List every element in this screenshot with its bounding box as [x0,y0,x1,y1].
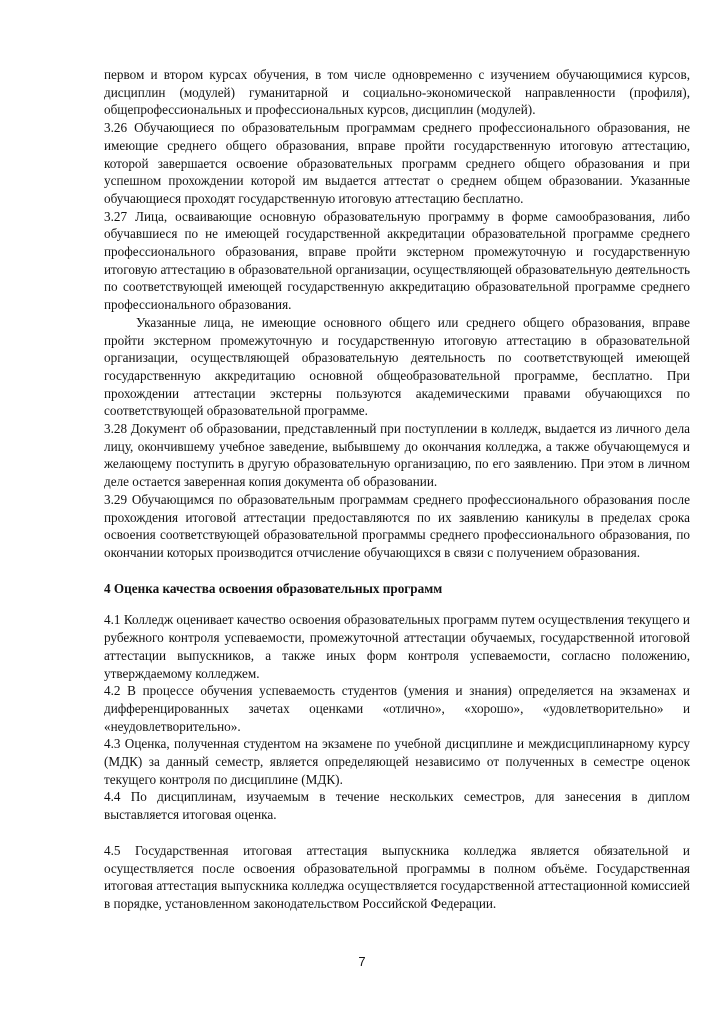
paragraph-continuation: первом и втором курсах обучения, в том числе одновременно с изучением обучающимися курсов, дисциплин (модулей) гуманитарной и социально-экономической направленности (профиля), общепрофессиональных и профессиональных курсов, дисциплин (модулей). [104,67,690,118]
paragraph-4-4: 4.4 По дисциплинам, изучаемым в течение нескольких семестров, для занесения в диплом выставляется итоговая оценка. [104,789,690,823]
spacer [104,562,690,580]
spacer [104,597,690,611]
section-heading: 4 Оценка качества освоения образовательных программ [104,580,443,596]
paragraph-3-26: 3.26 Обучающиеся по образовательным программам среднего профессионального образования, не имеющие среднего общего образования, вправе пройти государственную итоговую аттестацию, которой завершается освоение образовательных программ среднего общего образования и при успешном прохождении которой им выдается аттестат о среднем общем образовании. Указанные обучающиеся проходят государственную итоговую аттестацию бесплатно. [104,120,690,206]
page-number: 7 [358,954,366,969]
document-page [104,66,690,913]
paragraph-4-1: 4.1 Колледж оценивает качество освоения образовательных программ путем осуществления текущего и рубежного контроля успеваемости, промежуточной аттестации обучаемых, государственной итоговой аттестации выпускников, а также иных форм контроля успеваемости, согласно положению, утверждаемому колледжем. [104,612,690,681]
spacer [104,824,690,842]
paragraph-3-27: 3.27 Лица, осваивающие основную образовательную программу в форме самообразования, либо обучавшиеся по не имеющей государственной аккредитации образовательной программе среднего профессионального образования, вправе пройти экстерном промежуточную и государственную итоговую аттестацию в образовательной организации, осуществляющей образовательную деятельность по соответствующей имеющей государственную аккредитацию образовательной программе среднего профессионального образования. [104,208,690,313]
paragraph-4-2: 4.2 В процессе обучения успеваемость студентов (умения и знания) определяется на экзаменах и дифференцированных зачетах оценками «отлично», «хорошо», «удовлетворительно» и «неудовлетворительно». [104,683,690,734]
paragraph-4-3: 4.3 Оценка, полученная студентом на экзамене по учебной дисциплине и междисциплинарному курсу (МДК) за данный семестр, является определяющей независимо от полученных в семестре оценок текущего контроля по дисциплине (МДК). [104,736,690,787]
paragraph-3-29: 3.29 Обучающимся по образовательным программам среднего профессионального образования после прохождения итоговой аттестации предоставляются по их заявлению каникулы в пределах срока освоения соответствующей образовательной программы среднего профессионального образования, по окончании которых производится отчисление обучающихся в связи с получением образования. [104,491,690,560]
paragraph-4-5: 4.5 Государственная итоговая аттестация выпускника колледжа является обязательной и осуществляется после освоения образовательной программы в полном объёме. Государственная итоговая аттестация выпускника колледжа осуществляется государственной аттестационной комиссией в порядке, установленном законодательством Российской Федерации. [104,842,690,911]
paragraph-3-28: 3.28 Документ об образовании, представленный при поступлении в колледж, выдается из личного дела лицу, окончившему учебное заведение, выбывшему до окончания колледжа, а также обучающемуся и желающему поступить в другую образовательную организацию, по его заявлению. При этом в личном деле остается заверенная копия документа об образовании. [104,421,690,490]
paragraph-3-27-cont: Указанные лица, не имеющие основного общего или среднего общего образования, вправе пройти экстерном промежуточную и государственную итоговую аттестацию в образовательной организации, осуществляющей образовательную деятельность по соответствующей имеющей государственную аккредитацию основной общеобразовательной программе, бесплатно. При прохождении аттестации экстерны пользуются академическими правами обучающихся по соответствующей образовательной программе. [104,314,690,419]
